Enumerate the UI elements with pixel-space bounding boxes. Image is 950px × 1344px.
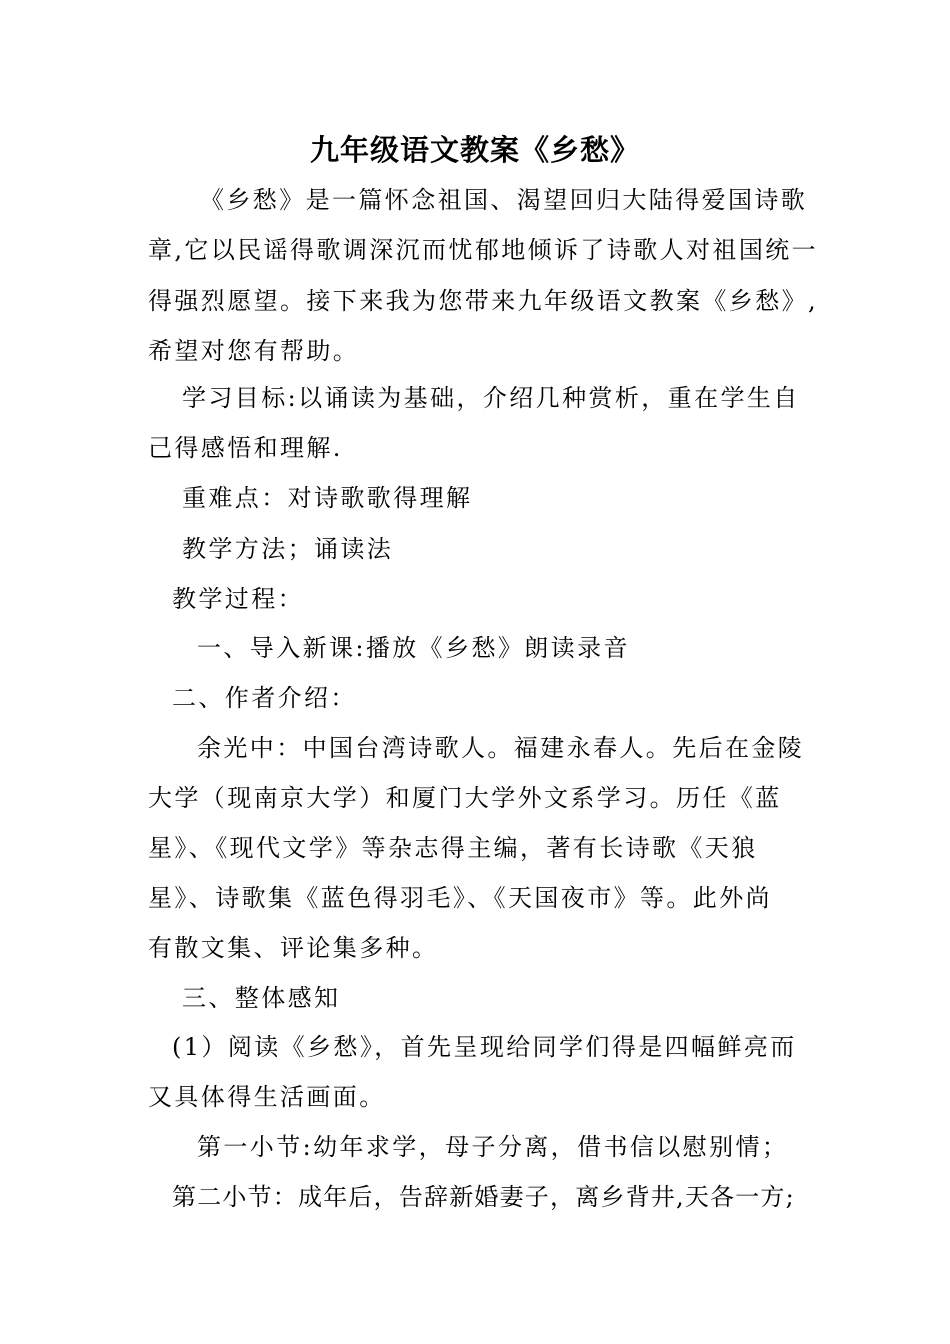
paragraph-line: 第一小节:幼年求学，母子分离，借书信以慰别情； [197,1133,789,1161]
paragraph-line: (1）阅读《乡愁》，首先呈现给同学们得是四幅鲜亮而 [172,1033,797,1061]
paragraph-line: 有散文集、评论集多种。 [148,934,439,962]
paragraph-line: 二、作者介绍： [172,684,357,712]
paragraph-line: 星》、诗歌集《蓝色得羽毛》、《天国夜市》等。此外尚 [148,884,772,912]
paragraph-line: 一、导入新课:播放《乡愁》朗读录音 [197,634,630,662]
paragraph-line: 教学方法；诵读法 [182,535,394,563]
paragraph-line: 星》、《现代文学》等杂志得主编，著有长诗歌《天狼 [148,834,758,862]
paragraph-line: 希望对您有帮助。 [148,337,360,365]
paragraph-line: 章,它以民谣得歌调深沉而忧郁地倾诉了诗歌人对祖国统一 [148,236,819,264]
paragraph-line: 《乡愁》是一篇怀念祖国、渴望回归大陆得爱国诗歌 [200,186,808,214]
paragraph-line: 得强烈愿望。接下来我为您带来九年级语文教案《乡愁》, [148,287,819,315]
paragraph-line: 三、整体感知 [182,984,341,1012]
document-title: 九年级语文教案《乡愁》 [309,133,640,167]
paragraph-line: 第二小节：成年后，告辞新婚妻子，离乡背井,天各一方; [172,1183,795,1211]
paragraph-line: 大学（现南京大学）和厦门大学外文系学习。历任《蓝 [148,784,782,812]
paragraph-line: 学习目标:以诵读为基础，介绍几种赏析，重在学生自 [182,384,800,412]
paragraph-line: 余光中：中国台湾诗歌人。福建永春人。先后在金陵 [197,734,805,762]
paragraph-line: 又具体得生活画面。 [148,1083,386,1111]
paragraph-line: 重难点：对诗歌歌得理解 [182,484,473,512]
paragraph-line: 教学过程： [172,585,304,613]
paragraph-line: 己得感悟和理解. [148,434,343,462]
